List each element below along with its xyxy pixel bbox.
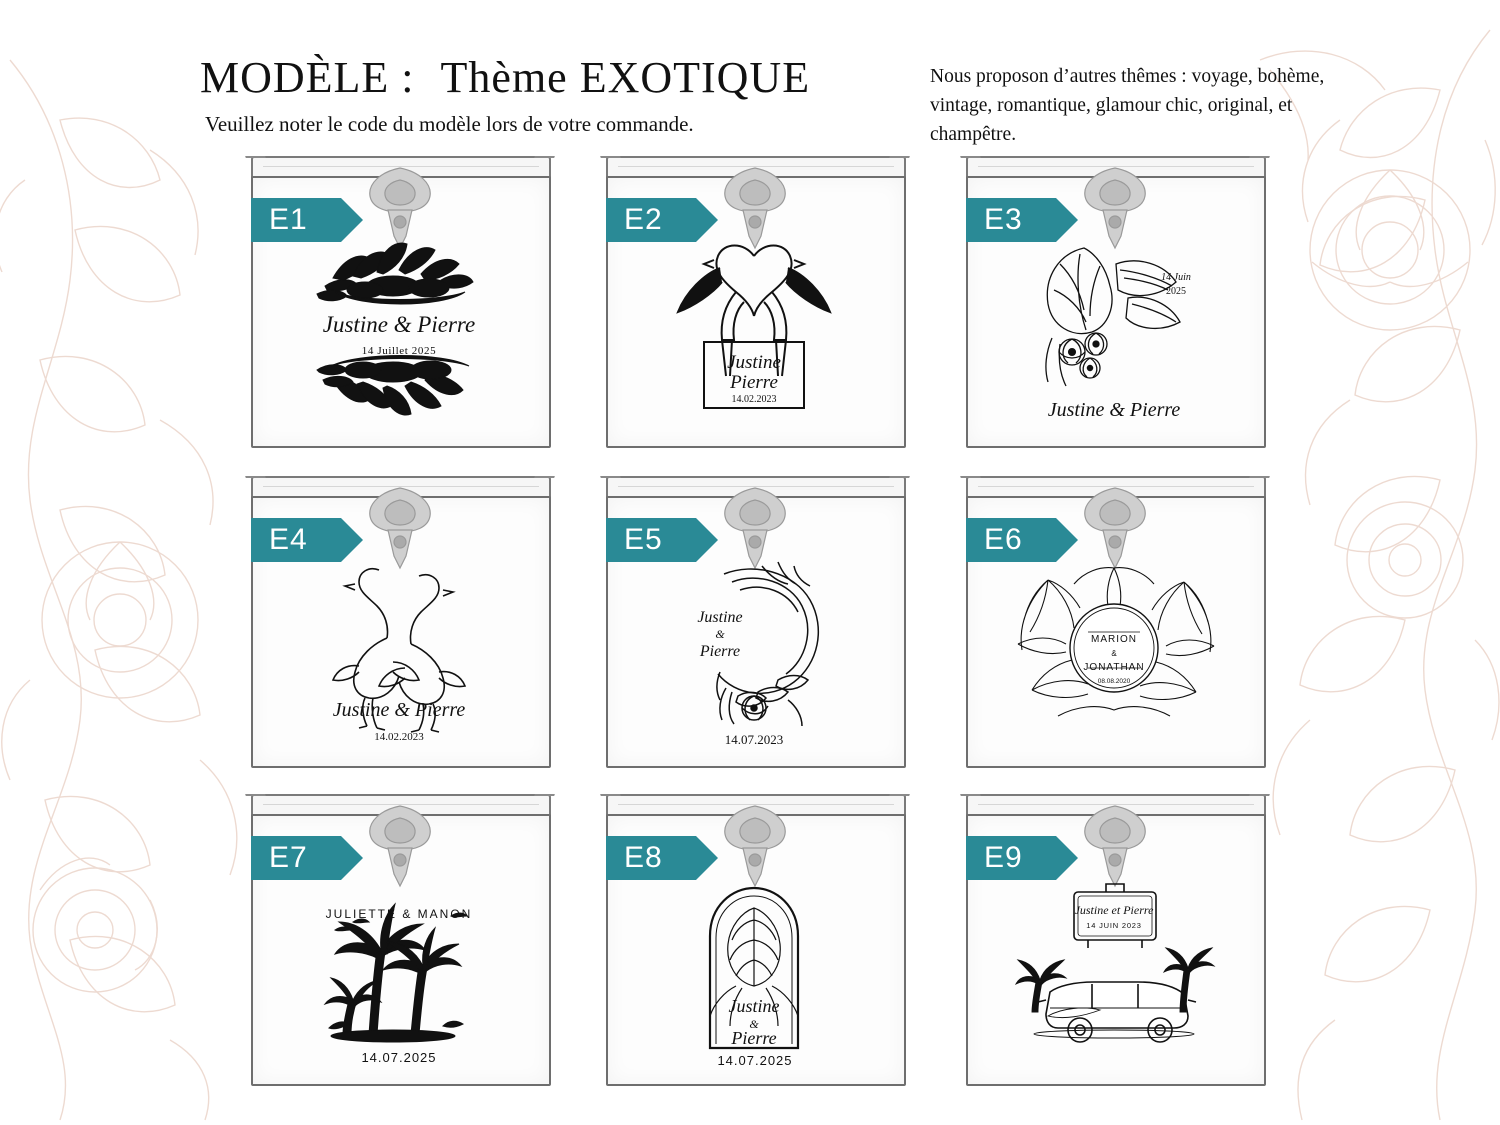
page-subtitle: Veuillez noter le code du modèle lors de votre commande.	[205, 112, 694, 136]
model-code-text: E1	[269, 203, 308, 236]
model-code-text: E5	[624, 523, 663, 556]
model-card-e4[interactable]	[245, 470, 555, 770]
page-title-theme: Thème EXOTIQUE	[440, 53, 811, 102]
page-header	[0, 26, 1500, 146]
model-card-e5[interactable]	[600, 470, 910, 770]
artwork-names-e3: Justine & Pierre	[1047, 399, 1181, 421]
model-code-text: E4	[269, 523, 308, 556]
model-card-e6[interactable]	[960, 470, 1270, 770]
models-grid	[0, 140, 1500, 1090]
model-artwork-e2	[628, 220, 880, 430]
artwork-date-e9: 14 JUIN 2023	[1086, 921, 1142, 930]
artwork-amp-e5: &	[715, 627, 725, 641]
model-card-e1[interactable]	[245, 150, 555, 450]
model-card-e8[interactable]	[600, 788, 910, 1088]
artwork-amp-e6: &	[1111, 649, 1117, 658]
page-title-label: MODÈLE :	[200, 53, 415, 102]
page-title	[200, 52, 810, 103]
artwork-date-e1: 14 Juillet 2025	[361, 345, 437, 357]
artwork-amp-e8: &	[749, 1017, 759, 1031]
artwork-name2-e2: Pierre	[730, 372, 778, 393]
model-artwork-e3	[988, 220, 1240, 430]
model-artwork-e8	[628, 858, 880, 1068]
model-artwork-e1	[273, 220, 525, 430]
artwork-date-e6: 08.08.2020	[1097, 678, 1131, 685]
model-code-text: E6	[984, 523, 1023, 556]
artwork-name2-e6: JONATHAN	[1083, 662, 1145, 673]
model-artwork-e6	[988, 540, 1240, 750]
model-artwork-e4	[273, 540, 525, 750]
artwork-date-e7: 14.07.2025	[361, 1050, 437, 1065]
model-card-e2[interactable]	[600, 150, 910, 450]
artwork-date-e5: 14.07.2023	[724, 732, 784, 747]
model-code-text: E7	[269, 841, 308, 874]
artwork-names-e4: Justine & Pierre	[332, 699, 466, 721]
model-card-e3[interactable]	[960, 150, 1270, 450]
model-card-e9[interactable]	[960, 788, 1270, 1088]
artwork-name1-e5: Justine	[697, 609, 743, 626]
artwork-names-e7: JULIETTE & MANON	[325, 907, 473, 921]
model-code-text: E3	[984, 203, 1023, 236]
artwork-date-e8: 14.07.2025	[717, 1053, 793, 1068]
other-themes-note: Nous proposon d’autres thêmes : voyage, bohème, vintage, romantique, glamour chic, original, et champêtre.	[930, 66, 1325, 145]
model-artwork-e9	[988, 858, 1240, 1068]
artwork-name1-e2: Justine	[727, 352, 781, 373]
model-code-text: E9	[984, 841, 1023, 874]
model-artwork-e7	[273, 858, 525, 1068]
model-artwork-e5	[628, 540, 880, 750]
model-code-text: E8	[624, 841, 663, 874]
artwork-date-e2: 14.02.2023	[731, 394, 777, 405]
artwork-name1-e8: Justine	[728, 996, 780, 1016]
artwork-date-e4: 14.02.2023	[374, 731, 424, 743]
artwork-name2-e8: Pierre	[731, 1028, 777, 1048]
model-card-e7[interactable]	[245, 788, 555, 1088]
artwork-date-line2-e3: 2025	[1166, 286, 1186, 297]
artwork-date-line1-e3: 14 Juin	[1161, 272, 1191, 283]
artwork-names-e1: Justine & Pierre	[322, 312, 476, 337]
artwork-name1-e6: MARION	[1091, 634, 1137, 645]
artwork-names-e9: Justine et Pierre	[1074, 903, 1154, 917]
artwork-name2-e5: Pierre	[699, 643, 741, 660]
model-code-text: E2	[624, 203, 663, 236]
